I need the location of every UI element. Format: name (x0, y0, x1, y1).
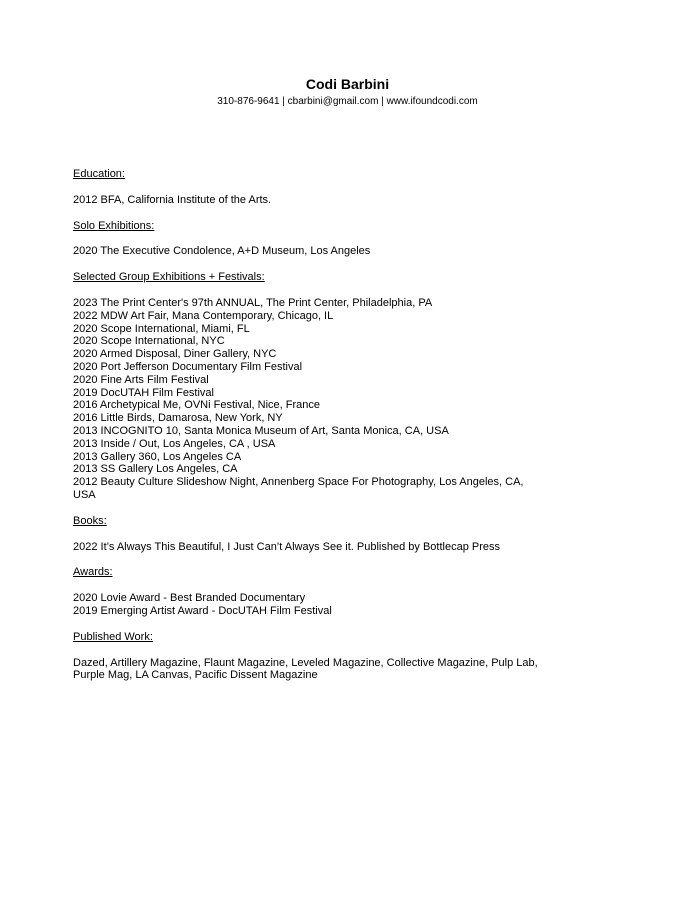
solo-exhibition-item: 2020 The Executive Condolence, A+D Museum, Los Angeles (73, 245, 371, 258)
group-exhibition-item: 2020 Scope International, NYC (73, 335, 225, 348)
awards-heading: Awards: (73, 566, 113, 579)
group-exhibition-item: 2016 Little Birds, Damarosa, New York, NY (73, 412, 283, 425)
group-exhibition-item: 2020 Fine Arts Film Festival (73, 373, 209, 386)
education-heading: Education: (73, 168, 125, 180)
award-item: 2019 Emerging Artist Award - DocUTAH Film Festival (73, 604, 332, 617)
group-exhibition-item: 2012 Beauty Culture Slideshow Night, Annenberg Space For Photography, Los Angeles, CA, USA (73, 476, 524, 501)
group-exhibition-item: 2016 Archetypical Me, OVNi Festival, Nice, France (73, 399, 320, 412)
group-exhibition-item: 2019 DocUTAH Film Festival (73, 386, 214, 399)
group-exhibition-item: 2013 Gallery 360, Los Angeles CA (73, 450, 242, 463)
group-exhibition-item: 2013 Inside / Out, Los Angeles, CA , USA (73, 437, 276, 450)
award-item: 2020 Lovie Award - Best Branded Documentary (73, 592, 306, 605)
group-exhibition-item: 2020 Port Jefferson Documentary Film Festival (73, 360, 303, 373)
contact-line: 310-876-9641 | cbarbini@gmail.com | www.ifoundcodi.com (217, 96, 478, 107)
solo-exhibitions-heading: Solo Exhibitions: (73, 219, 155, 232)
group-exhibition-item: 2013 INCOGNITO 10, Santa Monica Museum of Art, Santa Monica, CA, USA (73, 424, 449, 437)
group-exhibition-item: 2013 SS Gallery Los Angeles, CA (73, 463, 238, 476)
group-exhibitions-heading: Selected Group Exhibitions + Festivals: (73, 271, 265, 284)
resume-body (73, 168, 543, 682)
group-exhibition-item: 2022 MDW Art Fair, Mana Contemporary, Chicago, IL (73, 309, 334, 322)
published-work-heading: Published Work: (73, 630, 153, 643)
published-work-item: Dazed, Artillery Magazine, Flaunt Magazine, Leveled Magazine, Collective Magazine, Pulp Lab, Purple Mag, LA Canvas, Pacific Dissent Magazine (73, 656, 538, 682)
education-item: 2012 BFA, California Institute of the Arts. (73, 193, 272, 206)
resume-name: Codi Barbini (305, 76, 390, 92)
book-item: 2022 It’s Always This Beautiful, I Just Can’t Always See it. Published by Bottlecap Press (73, 540, 500, 553)
group-exhibition-item: 2020 Scope International, Miami, FL (73, 322, 250, 335)
group-exhibition-item: 2020 Armed Disposal, Diner Gallery, NYC (73, 348, 277, 361)
books-heading: Books: (73, 514, 107, 527)
group-exhibition-item: 2023 The Print Center's 97th ANNUAL, The Print Center, Philadelphia, PA (73, 296, 433, 309)
